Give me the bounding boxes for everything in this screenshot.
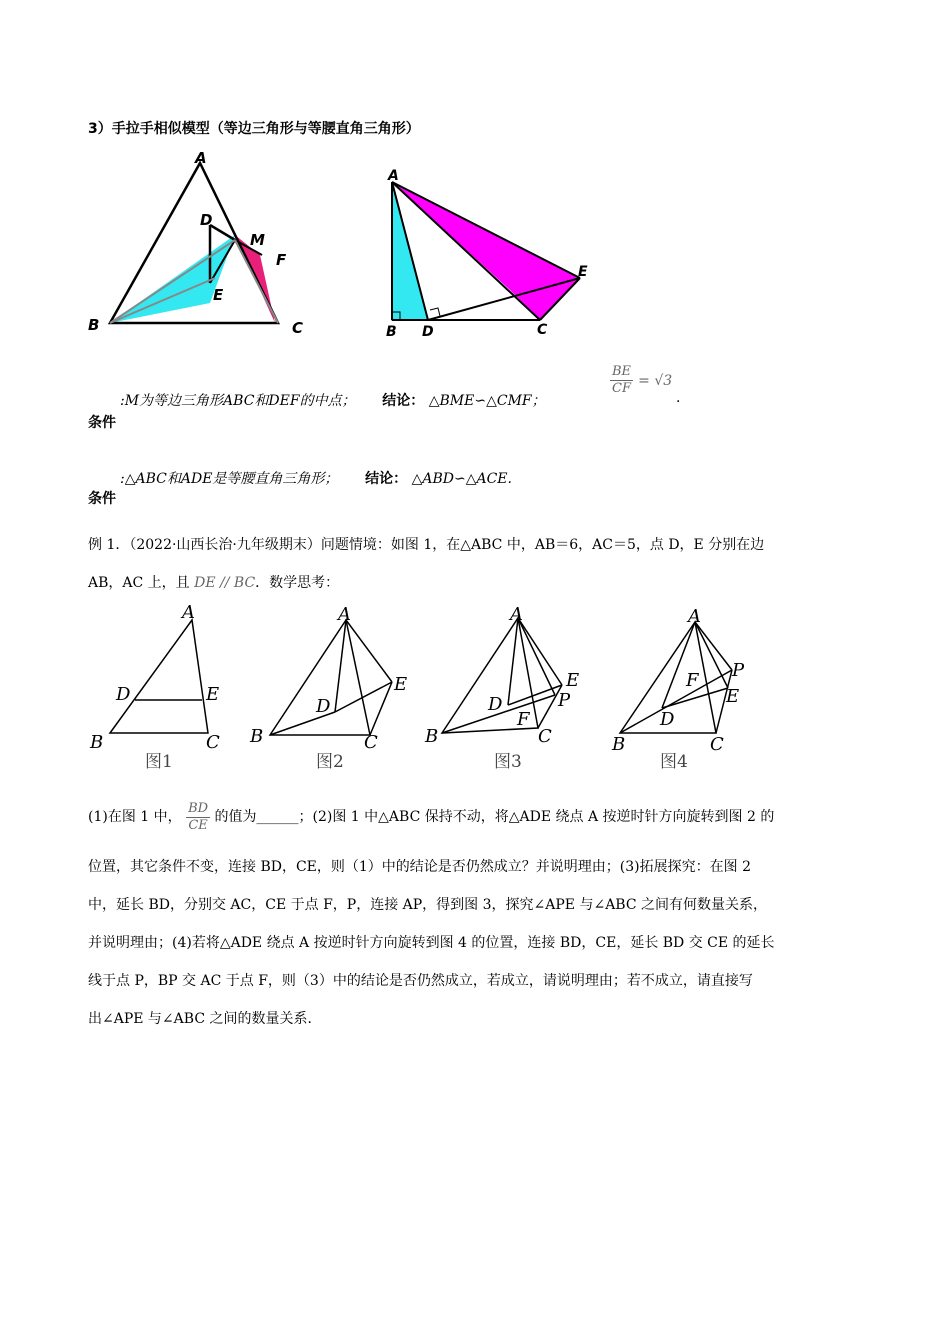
ratio-formula: $\frac{BE}{CF}$ = √3 — [612, 364, 673, 396]
condition1-label: 条件 — [88, 415, 116, 431]
svg-text:F: F — [686, 670, 699, 691]
svg-text:图4: 图4 — [660, 752, 688, 772]
svg-text:D: D — [316, 696, 331, 717]
label-b: B — [386, 324, 397, 340]
label-e: E — [578, 264, 588, 280]
label-a: A — [388, 168, 399, 184]
svg-text:图2: 图2 — [316, 752, 344, 772]
svg-text:C: C — [364, 732, 378, 753]
figure-2 — [249, 604, 407, 772]
svg-text:E: E — [206, 684, 220, 705]
svg-text:A: A — [338, 604, 351, 625]
label-c: C — [537, 322, 548, 338]
question-paragraph: (1)在图 1 中， $\frac{BD}{CE}$ 的值为______；(2)图 1 中△ABC 保持不动，将△ADE 绕点 A 按逆时针方向旋转到图 2 的 位置，其它条件不变，连接 BD，CE，则（1）中的结论是否仍然成立？并说明理由；(3)拓展探究：在图 2 中，延长 BD，分别交 AC，CE 于点 F，P，连接 AP，得到图 3，探究∠APE 与∠ABC 之间有何数量关系， 并说明理由；(4)若将△ADE 绕点 A 按逆时针方向旋转到图 4 的位置，连接 BD，CE，延长 BD 交 CE 的延长 线于点 P，BP 交 AC 于点 F，则（3）中的结论是否仍然成立，若成立，请说明理由；若不成立，请直接写 出∠APE 与∠ABC 之间的数量关系． — [88, 800, 775, 1027]
isosceles-right-model-figure — [380, 160, 600, 345]
svg-text:C: C — [538, 726, 552, 747]
svg-text:C: C — [206, 732, 220, 753]
svg-text:A: A — [182, 602, 195, 623]
svg-text:F: F — [517, 709, 530, 730]
figure-3 — [424, 604, 579, 772]
svg-text:A: A — [688, 606, 701, 627]
svg-text:B: B — [250, 726, 264, 747]
label-d: D — [422, 324, 434, 340]
label-d: D — [200, 211, 213, 229]
svg-text:E: E — [394, 674, 408, 695]
condition2-text: :△ABC和ADE是等腰直角三角形； 结论： △ABD∽△ACE. — [120, 471, 512, 487]
svg-text:B: B — [612, 734, 626, 755]
section-heading: 3）手拉手相似模型（等边三角形与等腰直角三角形） — [88, 121, 420, 137]
figure-1 — [89, 602, 220, 772]
label-m: M — [250, 231, 265, 249]
label-c: C — [292, 319, 304, 337]
label-b: B — [88, 316, 100, 334]
svg-text:B: B — [90, 732, 104, 753]
example-figures — [80, 600, 780, 775]
condition2-label: 条件 — [88, 491, 116, 507]
svg-text:D: D — [660, 709, 675, 730]
label-a: A — [195, 149, 207, 167]
svg-text:A: A — [510, 604, 523, 625]
svg-text:C: C — [710, 734, 724, 755]
svg-text:P: P — [558, 690, 571, 711]
svg-text:P: P — [732, 660, 745, 681]
svg-text:E: E — [566, 670, 580, 691]
svg-text:B: B — [425, 726, 439, 747]
figure-4 — [611, 606, 745, 772]
svg-text:图3: 图3 — [494, 752, 522, 772]
condition1-text: :M为等边三角形ABC和DEF的中点； 结论： △BME∽△CMF； — [120, 393, 546, 409]
label-f: F — [276, 251, 287, 269]
svg-text:E: E — [726, 686, 740, 707]
svg-text:D: D — [116, 684, 131, 705]
example-paragraph: 例 1．（2022·山西长治·九年级期末）问题情境：如图 1，在△ABC 中，AB＝6，AC＝5，点 D，E 分别在边 AB，AC 上，且 DE // BC．数学思考： — [88, 537, 765, 591]
svg-text:图1: 图1 — [145, 752, 173, 772]
label-e: E — [213, 286, 224, 304]
svg-text:D: D — [488, 694, 503, 715]
equilateral-model-figure — [80, 145, 320, 345]
